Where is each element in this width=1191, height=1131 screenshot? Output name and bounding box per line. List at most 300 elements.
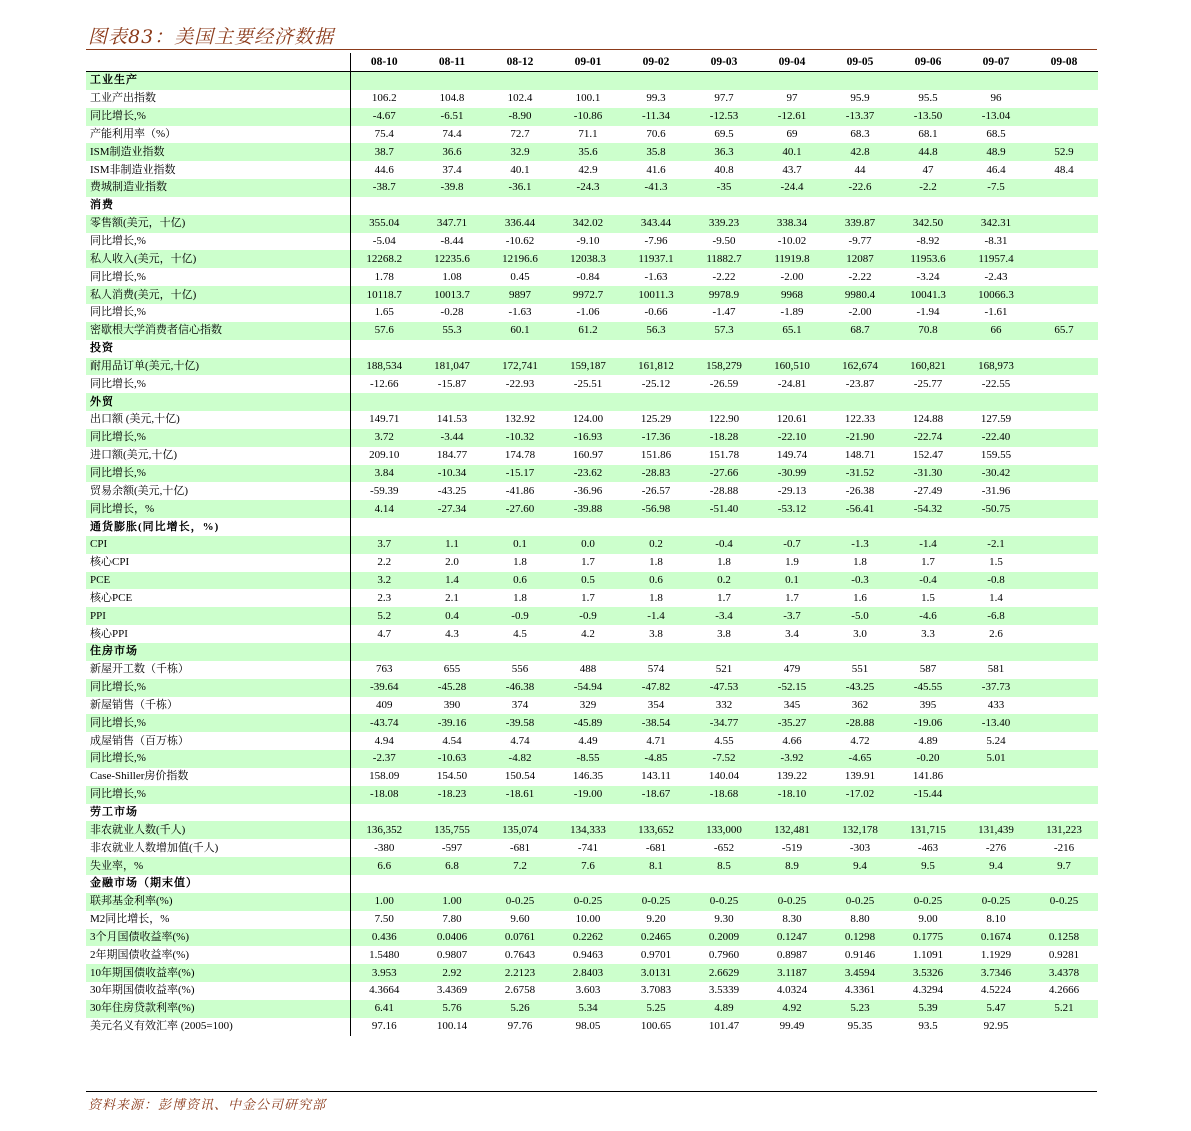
table-cell: -7.96 xyxy=(622,233,690,251)
table-cell: 339.23 xyxy=(690,215,758,233)
column-header: 09-06 xyxy=(894,53,962,72)
table-cell: -18.68 xyxy=(690,786,758,804)
table-cell xyxy=(350,340,418,358)
title-divider xyxy=(86,49,1097,50)
table-row xyxy=(86,857,1098,875)
table-row xyxy=(86,929,1098,947)
table-cell: -1.94 xyxy=(894,304,962,322)
table-cell: -41.86 xyxy=(486,482,554,500)
table-cell: -36.96 xyxy=(554,482,622,500)
category-label: 金融市场（期末值） xyxy=(86,875,350,893)
table-cell: 655 xyxy=(418,661,486,679)
table-cell: 0.1 xyxy=(486,536,554,554)
table-cell: 65.7 xyxy=(1030,322,1098,340)
table-cell: 158.09 xyxy=(350,768,418,786)
table-cell: 161,812 xyxy=(622,358,690,376)
table-row xyxy=(86,625,1098,643)
table-cell: 47 xyxy=(894,161,962,179)
row-label: 失业率，% xyxy=(86,857,350,875)
row-label: 耐用品订单(美元,十亿) xyxy=(86,358,350,376)
table-cell: 160,510 xyxy=(758,358,826,376)
table-cell: -17.02 xyxy=(826,786,894,804)
table-cell: 40.8 xyxy=(690,161,758,179)
table-cell xyxy=(690,197,758,215)
table-cell: 9978.9 xyxy=(690,286,758,304)
table-cell: -15.87 xyxy=(418,375,486,393)
table-cell: 0.6 xyxy=(486,572,554,590)
table-cell: -16.93 xyxy=(554,429,622,447)
table-cell: 99.49 xyxy=(758,1018,826,1036)
table-cell: 100.1 xyxy=(554,90,622,108)
row-label: 核心PCE xyxy=(86,589,350,607)
table-cell: -39.16 xyxy=(418,714,486,732)
table-cell: -9.50 xyxy=(690,233,758,251)
table-cell xyxy=(758,197,826,215)
table-cell xyxy=(826,393,894,411)
table-cell: 0.1247 xyxy=(758,929,826,947)
table-cell: 355.04 xyxy=(350,215,418,233)
table-cell xyxy=(826,875,894,893)
table-cell: 2.92 xyxy=(418,964,486,982)
table-row xyxy=(86,126,1098,144)
table-cell: -23.62 xyxy=(554,465,622,483)
table-cell: 8.1 xyxy=(622,857,690,875)
table-cell: -28.88 xyxy=(690,482,758,500)
table-cell: -5.0 xyxy=(826,607,894,625)
table-cell: -8.31 xyxy=(962,233,1030,251)
table-cell: 97 xyxy=(758,90,826,108)
table-cell: 35.6 xyxy=(554,143,622,161)
table-cell: 0.1298 xyxy=(826,929,894,947)
table-cell: 4.89 xyxy=(690,1000,758,1018)
table-cell: -38.54 xyxy=(622,714,690,732)
table-row xyxy=(86,750,1098,768)
table-cell: 106.2 xyxy=(350,90,418,108)
table-cell: -2.43 xyxy=(962,268,1030,286)
table-row xyxy=(86,250,1098,268)
table-cell: -10.86 xyxy=(554,108,622,126)
table-cell: 70.6 xyxy=(622,126,690,144)
table-cell: 3.4378 xyxy=(1030,964,1098,982)
table-row xyxy=(86,108,1098,126)
table-cell: 55.3 xyxy=(418,322,486,340)
table-cell: 43.7 xyxy=(758,161,826,179)
table-cell: 2.1 xyxy=(418,589,486,607)
table-row xyxy=(86,90,1098,108)
table-cell: 488 xyxy=(554,661,622,679)
table-cell xyxy=(962,786,1030,804)
table-cell xyxy=(1030,679,1098,697)
table-cell: 160,821 xyxy=(894,358,962,376)
table-cell: -39.8 xyxy=(418,179,486,197)
column-header: 08-10 xyxy=(350,53,418,72)
table-cell: 9.60 xyxy=(486,911,554,929)
table-cell: 479 xyxy=(758,661,826,679)
table-row xyxy=(86,714,1098,732)
row-label: 同比增长,% xyxy=(86,108,350,126)
table-cell: 1.4 xyxy=(962,589,1030,607)
row-label: 同比增长,% xyxy=(86,786,350,804)
table-cell: 6.8 xyxy=(418,857,486,875)
table-cell: -12.53 xyxy=(690,108,758,126)
table-cell: 101.47 xyxy=(690,1018,758,1036)
table-cell: -25.12 xyxy=(622,375,690,393)
table-cell xyxy=(962,804,1030,822)
table-cell: -45.55 xyxy=(894,679,962,697)
table-cell: 5.21 xyxy=(1030,1000,1098,1018)
table-cell: 5.76 xyxy=(418,1000,486,1018)
table-cell: 336.44 xyxy=(486,215,554,233)
table-row xyxy=(86,1018,1098,1036)
table-cell xyxy=(690,518,758,536)
table-cell: -0.3 xyxy=(826,572,894,590)
table-cell: -52.15 xyxy=(758,679,826,697)
table-cell: -3.24 xyxy=(894,268,962,286)
row-label: 产能利用率（%） xyxy=(86,126,350,144)
table-cell: 3.84 xyxy=(350,465,418,483)
table-cell: -1.06 xyxy=(554,304,622,322)
table-cell: 329 xyxy=(554,697,622,715)
table-cell: 97.16 xyxy=(350,1018,418,1036)
table-cell xyxy=(1030,732,1098,750)
row-label: CPI xyxy=(86,536,350,554)
table-cell: 6.41 xyxy=(350,1000,418,1018)
table-cell: -741 xyxy=(554,839,622,857)
table-cell: -1.4 xyxy=(894,536,962,554)
table-cell: 5.24 xyxy=(962,732,1030,750)
table-cell: -22.93 xyxy=(486,375,554,393)
column-header: 09-08 xyxy=(1030,53,1098,72)
category-label: 通货膨胀(同比增长，%) xyxy=(86,518,350,536)
table-cell: 0.436 xyxy=(350,929,418,947)
table-cell: -50.75 xyxy=(962,500,1030,518)
table-cell: 36.6 xyxy=(418,143,486,161)
table-cell: 4.2666 xyxy=(1030,982,1098,1000)
table-cell: 127.59 xyxy=(962,411,1030,429)
table-row xyxy=(86,679,1098,697)
table-cell: -0.4 xyxy=(894,572,962,590)
table-cell xyxy=(486,875,554,893)
column-header: 09-03 xyxy=(690,53,758,72)
table-cell: -12.61 xyxy=(758,108,826,126)
table-cell: -36.1 xyxy=(486,179,554,197)
table-cell: -31.52 xyxy=(826,465,894,483)
table-row xyxy=(86,465,1098,483)
table-cell: 3.0131 xyxy=(622,964,690,982)
table-cell: 181,047 xyxy=(418,358,486,376)
table-cell: -0.9 xyxy=(486,607,554,625)
table-cell xyxy=(962,197,1030,215)
table-cell: -2.37 xyxy=(350,750,418,768)
table-row xyxy=(86,482,1098,500)
table-cell: 74.4 xyxy=(418,126,486,144)
table-cell: -24.81 xyxy=(758,375,826,393)
table-row xyxy=(86,768,1098,786)
category-row xyxy=(86,393,1098,411)
table-cell: 3.8 xyxy=(690,625,758,643)
table-cell: -216 xyxy=(1030,839,1098,857)
table-cell xyxy=(622,393,690,411)
table-cell: -13.37 xyxy=(826,108,894,126)
table-cell xyxy=(1030,786,1098,804)
table-cell: 158,279 xyxy=(690,358,758,376)
table-cell: 5.01 xyxy=(962,750,1030,768)
table-cell: 48.4 xyxy=(1030,161,1098,179)
table-cell: 0.0761 xyxy=(486,929,554,947)
table-cell: -10.32 xyxy=(486,429,554,447)
table-cell: 0.5 xyxy=(554,572,622,590)
table-cell: 3.953 xyxy=(350,964,418,982)
row-label: M2同比增长，% xyxy=(86,911,350,929)
table-cell xyxy=(1030,465,1098,483)
table-cell: 1.7 xyxy=(554,554,622,572)
table-cell: 97.76 xyxy=(486,1018,554,1036)
table-cell: 122.33 xyxy=(826,411,894,429)
table-row xyxy=(86,607,1098,625)
category-row xyxy=(86,340,1098,358)
table-cell: -30.99 xyxy=(758,465,826,483)
table-cell: 184.77 xyxy=(418,447,486,465)
table-row xyxy=(86,143,1098,161)
table-cell: 12235.6 xyxy=(418,250,486,268)
table-cell: -39.88 xyxy=(554,500,622,518)
row-label: 同比增长,% xyxy=(86,375,350,393)
table-cell xyxy=(350,518,418,536)
row-label: 30年期国债收益率(%) xyxy=(86,982,350,1000)
table-cell: -597 xyxy=(418,839,486,857)
table-cell xyxy=(554,72,622,90)
table-cell: 338.34 xyxy=(758,215,826,233)
table-row xyxy=(86,429,1098,447)
table-cell: 0.6 xyxy=(622,572,690,590)
table-cell xyxy=(1030,750,1098,768)
table-cell: 96 xyxy=(962,90,1030,108)
table-cell: 149.74 xyxy=(758,447,826,465)
table-cell: 2.6 xyxy=(962,625,1030,643)
table-cell: 102.4 xyxy=(486,90,554,108)
table-cell xyxy=(1030,536,1098,554)
table-cell xyxy=(1030,661,1098,679)
table-cell: 148.71 xyxy=(826,447,894,465)
table-cell: 0.0406 xyxy=(418,929,486,947)
table-cell: -13.04 xyxy=(962,108,1030,126)
table-cell: 1.8 xyxy=(622,554,690,572)
row-label: 同比增长,% xyxy=(86,268,350,286)
table-cell: 125.29 xyxy=(622,411,690,429)
table-cell: 0.9146 xyxy=(826,946,894,964)
table-cell: 131,439 xyxy=(962,821,1030,839)
row-label: Case-Shiller房价指数 xyxy=(86,768,350,786)
table-cell: 4.55 xyxy=(690,732,758,750)
table-cell: 339.87 xyxy=(826,215,894,233)
table-row xyxy=(86,161,1098,179)
table-cell: 6.6 xyxy=(350,857,418,875)
row-label: 同比增长,% xyxy=(86,679,350,697)
table-cell: 95.35 xyxy=(826,1018,894,1036)
table-cell: -13.40 xyxy=(962,714,1030,732)
table-cell: -35 xyxy=(690,179,758,197)
table-cell xyxy=(826,518,894,536)
table-cell xyxy=(622,804,690,822)
table-cell: 9.00 xyxy=(894,911,962,929)
table-cell: 1.6 xyxy=(826,589,894,607)
table-cell: 151.86 xyxy=(622,447,690,465)
table-cell: 48.9 xyxy=(962,143,1030,161)
table-cell: 374 xyxy=(486,697,554,715)
table-cell: 1.78 xyxy=(350,268,418,286)
table-cell: -519 xyxy=(758,839,826,857)
table-cell: 9897 xyxy=(486,286,554,304)
table-cell: 0.2262 xyxy=(554,929,622,947)
table-cell: 0.8987 xyxy=(758,946,826,964)
table-cell: 390 xyxy=(418,697,486,715)
table-cell: -0.20 xyxy=(894,750,962,768)
table-cell: 12038.3 xyxy=(554,250,622,268)
table-cell: -1.4 xyxy=(622,607,690,625)
table-cell: 32.9 xyxy=(486,143,554,161)
table-cell: 4.5224 xyxy=(962,982,1030,1000)
table-cell: 132,178 xyxy=(826,821,894,839)
table-cell: 95.9 xyxy=(826,90,894,108)
table-cell: -4.82 xyxy=(486,750,554,768)
table-cell xyxy=(622,72,690,90)
table-cell xyxy=(1030,126,1098,144)
table-cell xyxy=(418,72,486,90)
table-cell: 68.3 xyxy=(826,126,894,144)
table-cell: 3.0 xyxy=(826,625,894,643)
table-cell xyxy=(486,804,554,822)
table-cell: -7.5 xyxy=(962,179,1030,197)
table-cell: -18.10 xyxy=(758,786,826,804)
table-cell xyxy=(418,804,486,822)
table-cell xyxy=(554,393,622,411)
table-row xyxy=(86,268,1098,286)
row-label: 10年期国债收益率(%) xyxy=(86,964,350,982)
table-cell xyxy=(1030,429,1098,447)
row-label: 工业产出指数 xyxy=(86,90,350,108)
row-label: 出口额 (美元,十亿) xyxy=(86,411,350,429)
table-cell: -29.13 xyxy=(758,482,826,500)
table-cell: 37.4 xyxy=(418,161,486,179)
row-label: 同比增长,% xyxy=(86,233,350,251)
table-cell: 3.7346 xyxy=(962,964,1030,982)
table-cell xyxy=(894,340,962,358)
column-header: 08-12 xyxy=(486,53,554,72)
table-cell: 141.53 xyxy=(418,411,486,429)
row-label: 核心CPI xyxy=(86,554,350,572)
row-label: 核心PPI xyxy=(86,625,350,643)
table-cell: 160.97 xyxy=(554,447,622,465)
row-label: 同比增长，% xyxy=(86,500,350,518)
table-cell: -6.8 xyxy=(962,607,1030,625)
table-cell: 11937.1 xyxy=(622,250,690,268)
row-label: 2年期国债收益率(%) xyxy=(86,946,350,964)
table-cell: -37.73 xyxy=(962,679,1030,697)
table-cell: 1.7 xyxy=(690,589,758,607)
table-cell xyxy=(418,393,486,411)
table-row xyxy=(86,286,1098,304)
table-cell: 581 xyxy=(962,661,1030,679)
table-cell xyxy=(1030,697,1098,715)
table-cell xyxy=(690,72,758,90)
table-cell xyxy=(1030,286,1098,304)
table-cell: 0.2 xyxy=(622,536,690,554)
table-cell: 72.7 xyxy=(486,126,554,144)
table-cell xyxy=(758,340,826,358)
table-cell: -652 xyxy=(690,839,758,857)
table-cell: 0.9463 xyxy=(554,946,622,964)
table-cell: 1.5480 xyxy=(350,946,418,964)
table-cell: 4.71 xyxy=(622,732,690,750)
table-cell xyxy=(962,518,1030,536)
table-cell: 35.8 xyxy=(622,143,690,161)
table-cell: 409 xyxy=(350,697,418,715)
table-cell: 332 xyxy=(690,697,758,715)
row-label: 新屋开工数（千栋） xyxy=(86,661,350,679)
table-cell: 362 xyxy=(826,697,894,715)
table-cell: 4.94 xyxy=(350,732,418,750)
table-cell: 1.8 xyxy=(486,554,554,572)
row-label: 非农就业人数(千人) xyxy=(86,821,350,839)
table-row xyxy=(86,358,1098,376)
table-cell: 4.66 xyxy=(758,732,826,750)
table-cell: 159.55 xyxy=(962,447,1030,465)
table-cell: 551 xyxy=(826,661,894,679)
table-cell xyxy=(350,804,418,822)
table-row xyxy=(86,536,1098,554)
table-cell xyxy=(690,393,758,411)
table-cell: 134,333 xyxy=(554,821,622,839)
table-row xyxy=(86,964,1098,982)
table-cell: -8.92 xyxy=(894,233,962,251)
table-cell: -2.1 xyxy=(962,536,1030,554)
table-cell: 140.04 xyxy=(690,768,758,786)
table-cell: 68.1 xyxy=(894,126,962,144)
table-cell: -17.36 xyxy=(622,429,690,447)
table-cell: -0.4 xyxy=(690,536,758,554)
table-cell: -1.63 xyxy=(622,268,690,286)
table-cell: -27.66 xyxy=(690,465,758,483)
table-cell: 68.5 xyxy=(962,126,1030,144)
table-cell: 0-0.25 xyxy=(894,893,962,911)
table-cell: 342.02 xyxy=(554,215,622,233)
row-label: 私人收入(美元，十亿) xyxy=(86,250,350,268)
table-cell: -3.92 xyxy=(758,750,826,768)
table-cell: 1.00 xyxy=(418,893,486,911)
table-cell: -10.02 xyxy=(758,233,826,251)
table-cell: -56.41 xyxy=(826,500,894,518)
table-cell: 4.92 xyxy=(758,1000,826,1018)
table-cell: 139.22 xyxy=(758,768,826,786)
table-cell: 136,352 xyxy=(350,821,418,839)
table-cell xyxy=(1030,179,1098,197)
table-cell: 52.9 xyxy=(1030,143,1098,161)
category-row xyxy=(86,518,1098,536)
table-cell: -15.17 xyxy=(486,465,554,483)
table-cell: -38.7 xyxy=(350,179,418,197)
table-cell: 100.14 xyxy=(418,1018,486,1036)
table-cell: 172,741 xyxy=(486,358,554,376)
table-cell xyxy=(1030,375,1098,393)
table-cell: -0.7 xyxy=(758,536,826,554)
table-cell xyxy=(1030,625,1098,643)
table-cell: 4.3294 xyxy=(894,982,962,1000)
table-cell: -30.42 xyxy=(962,465,1030,483)
table-cell xyxy=(350,393,418,411)
category-label: 工业生产 xyxy=(86,72,350,90)
table-cell xyxy=(758,518,826,536)
table-row xyxy=(86,322,1098,340)
